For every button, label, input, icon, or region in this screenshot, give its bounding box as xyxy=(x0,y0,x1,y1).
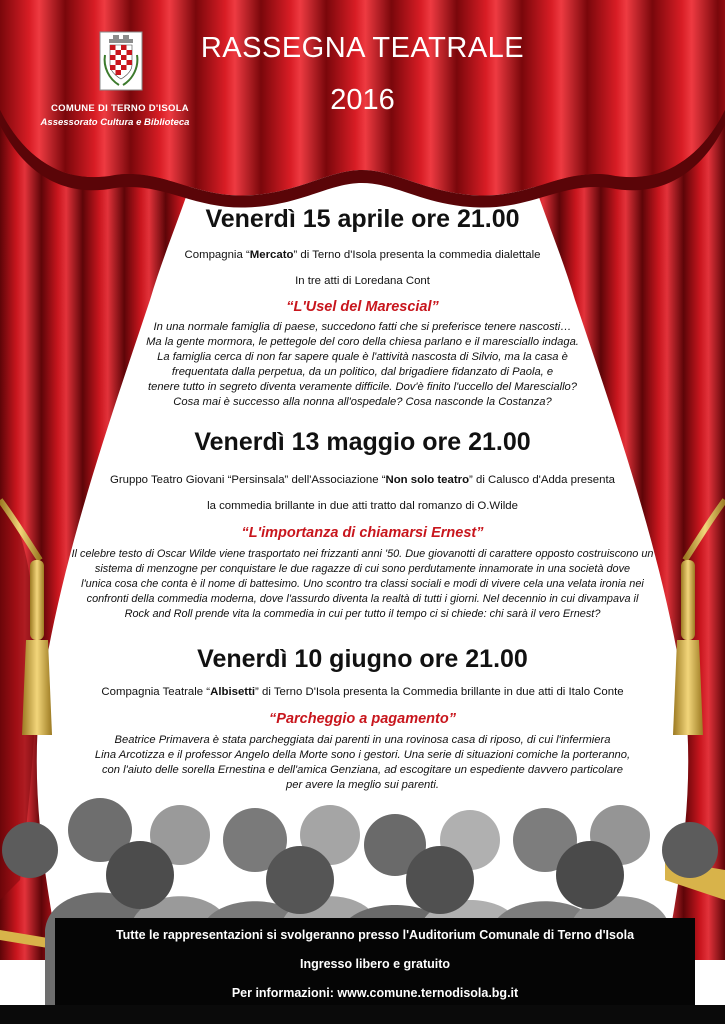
footer-info-link[interactable]: Per informazioni: www.comune.ternodisola.bg.it xyxy=(231,986,519,1000)
municipal-crest-icon xyxy=(99,31,143,91)
footer-venue: Tutte le rappresentazioni si svolgeranno presso l'Auditorium Comunale di Terno d'Isola xyxy=(115,928,635,942)
event-subtitle: In tre atti di Loredana Cont xyxy=(295,275,430,287)
footer-entry: Ingresso libero e gratuito xyxy=(299,957,451,971)
event-play-title: “Parcheggio a pagamento” xyxy=(269,711,456,727)
event-company: Compagnia Teatrale “Albisetti” di Terno D'Isola presenta la Commedia brillante in due atti di Italo Conte xyxy=(101,686,624,698)
event-date: Venerdì 15 aprile ore 21.00 xyxy=(205,205,520,233)
event-description: Il celebre testo di Oscar Wilde viene trasportato nei frizzanti anni '50. Due giovanotti di carattere opposto costruiscono un sistema di menzogne per conquistare le due ragazze di cui sono perdutamente innamorate in una società dove l'unica cosa che conta è il nome di battesimo. Uno scontro tra classi sociali e modi di vivere cela una velata ironia nei confronti della commedia moderna, dove l'assurdo diventa la realtà di tutti i giorni. Nel decennio in cui divampava il Rock and Roll prende vita la commedia in cui per tutto il tempo ci si chiede: chi sarà il vero Ernest? xyxy=(71,548,654,620)
event-play-title: “L'importanza di chiamarsi Ernest” xyxy=(241,525,484,541)
comune-label: COMUNE DI TERNO D'ISOLA xyxy=(51,103,189,114)
event-play-title: “L'Usel del Marescial” xyxy=(286,299,439,315)
event-subtitle: la commedia brillante in due atti tratto dal romanzo di O.Wilde xyxy=(207,500,518,512)
event-date: Venerdì 13 maggio ore 21.00 xyxy=(194,428,531,456)
event-description: In una normale famiglia di paese, succedono fatti che si preferisce tenere nascosti… Ma la gente mormora, le pettegole del coro della chiesa parlano e il maresciallo indaga. La famiglia cerca di non far sapere quale è l'attività nascosta di Silvio, ma la casa è frequentata dalla perpetua, da un politico, dal brigadiere fidanzato di Paola, e tenere tutto in segreto diventa veramente difficile. Dov'è finito l'uccello del Maresciallo? Cosa mai è successo alla nonna all'ospedale? Cosa nasconde la Costanza? xyxy=(146,321,579,408)
year-label: 2016 xyxy=(330,84,395,116)
event-company: Gruppo Teatro Giovani “Persinsala” dell'Associazione “Non solo teatro” di Calusco d'Adda presenta xyxy=(110,474,615,486)
event-description: Beatrice Primavera è stata parcheggiata dai parenti in una rovinosa casa di riposo, di cui l'infermiera Lina Arcotizza e il professor Angelo della Morte sono i gestori. Una serie di situazioni comiche la porteranno, con l'aiuto delle sorella Ernestina e dell'amica Genziana, ad escogitare un espediente davvero particolare per avere la meglio sui parenti. xyxy=(94,734,631,791)
page-title: RASSEGNA TEATRALE xyxy=(200,32,525,64)
event-date: Venerdì 10 giugno ore 21.00 xyxy=(197,645,528,673)
event-company: Compagnia “Mercato” di Terno d'Isola presenta la commedia dialettale xyxy=(184,249,541,261)
assessorato-label: Assessorato Cultura e Biblioteca xyxy=(40,117,190,128)
